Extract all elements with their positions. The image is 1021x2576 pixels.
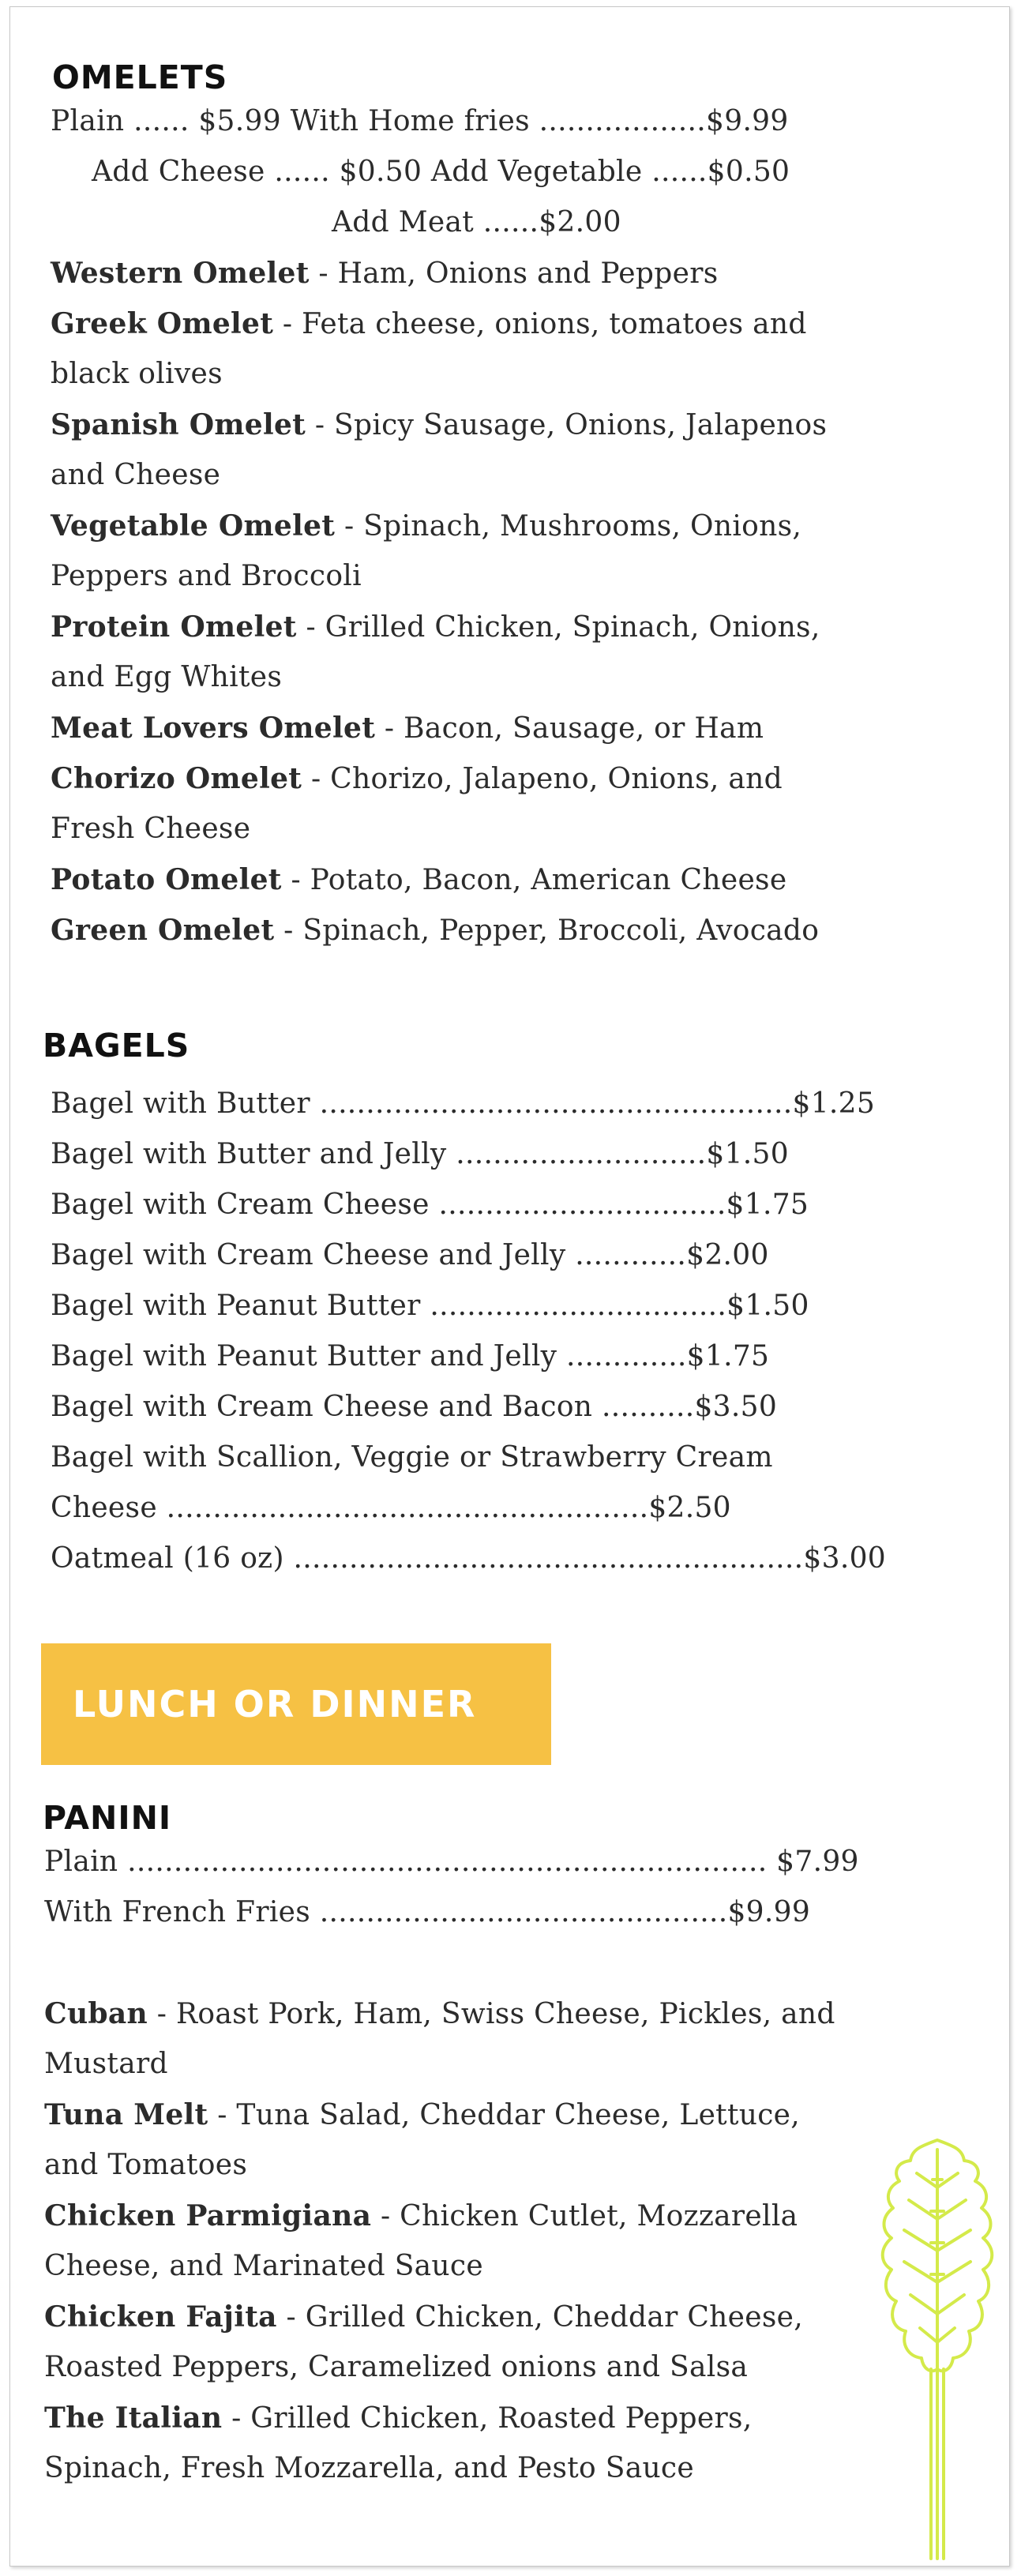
omelet-item-name: Chorizo Omelet bbox=[51, 762, 302, 795]
omelet-item-desc: - Spinach, Pepper, Broccoli, Avocado bbox=[274, 914, 820, 947]
panini-item-name: Cuban bbox=[44, 1997, 148, 2030]
omelet-item-name: Spanish Omelet bbox=[51, 408, 306, 441]
omelet-item-name: Green Omelet bbox=[51, 914, 275, 947]
panini-item-desc-cont: Spinach, Fresh Mozzarella, and Pesto Sauce bbox=[44, 2452, 695, 2484]
panini-item-name: Chicken Parmigiana bbox=[44, 2199, 372, 2232]
omelet-item-desc-cont: black olives bbox=[51, 358, 223, 390]
omelet-item bbox=[51, 914, 819, 947]
panini-price-line: Plain ..................................................................... $7.99 bbox=[44, 1846, 859, 1878]
bagel-price-line: Cheese ....................................................$2.50 bbox=[51, 1492, 731, 1524]
bagel-price-line: Oatmeal (16 oz) .......................................................$3.00 bbox=[51, 1542, 886, 1575]
bagel-price-line: Bagel with Cream Cheese and Jelly ............$2.00 bbox=[51, 1239, 769, 1271]
panini-item-desc-cont: Mustard bbox=[44, 2048, 168, 2080]
bagel-price-line: Bagel with Butter and Jelly ...........................$1.50 bbox=[51, 1138, 789, 1170]
omelet-item-desc-cont: Fresh Cheese bbox=[51, 813, 251, 845]
omelet-item bbox=[51, 257, 719, 290]
leaf-icon bbox=[865, 2132, 1011, 2563]
omelet-item bbox=[51, 864, 786, 896]
omelet-addon-meat: Add Meat ......$2.00 bbox=[332, 206, 621, 238]
omelet-addons-cheese-vegetable: Add Cheese ...... $0.50 Add Vegetable ......$0.50 bbox=[92, 156, 790, 188]
omelet-item bbox=[51, 712, 764, 745]
bagel-price-line: Bagel with Cream Cheese and Bacon ..........$3.50 bbox=[51, 1391, 778, 1423]
omelet-item-name: Western Omelet bbox=[51, 257, 310, 290]
omelet-item-name: Potato Omelet bbox=[51, 863, 282, 896]
panini-item bbox=[44, 1998, 835, 2030]
bagel-price-line: Bagel with Peanut Butter ................................$1.50 bbox=[51, 1290, 809, 1322]
omelet-item-name: Meat Lovers Omelet bbox=[51, 712, 376, 745]
panini-item bbox=[44, 2099, 800, 2131]
omelet-item-desc: - Feta cheese, onions, tomatoes and bbox=[273, 308, 807, 340]
panini-item-name: The Italian bbox=[44, 2401, 223, 2435]
panini-item-desc: - Chicken Cutlet, Mozzarella bbox=[371, 2200, 798, 2232]
omelet-item-desc-cont: Peppers and Broccoli bbox=[51, 560, 362, 592]
omelets-heading: OMELETS bbox=[52, 58, 228, 96]
bagels-heading: BAGELS bbox=[43, 1027, 190, 1065]
panini-item-name: Chicken Fajita bbox=[44, 2300, 277, 2334]
bagel-price-line: Bagel with Scallion, Veggie or Strawberry Cream bbox=[51, 1441, 773, 1474]
omelet-item bbox=[51, 611, 820, 644]
panini-item-desc: - Grilled Chicken, Cheddar Cheese, bbox=[276, 2301, 804, 2334]
omelet-item-name: Greek Omelet bbox=[51, 307, 274, 340]
omelet-plain-price: Plain ...... $5.99 With Home fries ..................$9.99 bbox=[51, 105, 789, 137]
panini-item-desc-cont: Cheese, and Marinated Sauce bbox=[44, 2250, 483, 2282]
lunch-dinner-banner bbox=[41, 1643, 551, 1765]
omelet-item-desc: - Spicy Sausage, Onions, Jalapenos bbox=[306, 409, 828, 441]
omelet-item-desc: - Bacon, Sausage, or Ham bbox=[375, 712, 764, 745]
bagel-price-line: Bagel with Cream Cheese ...............................$1.75 bbox=[51, 1188, 809, 1221]
panini-item-desc: - Grilled Chicken, Roasted Peppers, bbox=[222, 2402, 753, 2435]
banner-text: LUNCH OR DINNER bbox=[73, 1683, 477, 1725]
omelet-item-name: Protein Omelet bbox=[51, 610, 297, 644]
omelet-item bbox=[51, 510, 801, 543]
omelet-item-desc: - Potato, Bacon, American Cheese bbox=[281, 864, 787, 896]
panini-item-desc: - Tuna Salad, Cheddar Cheese, Lettuce, bbox=[208, 2099, 801, 2131]
panini-heading: PANINI bbox=[43, 1799, 172, 1837]
panini-item bbox=[44, 2301, 803, 2334]
panini-item-desc-cont: and Tomatoes bbox=[44, 2149, 248, 2181]
omelet-item bbox=[51, 409, 827, 441]
panini-item-desc: - Roast Pork, Ham, Swiss Cheese, Pickles, and bbox=[148, 1998, 835, 2030]
omelet-item bbox=[51, 308, 807, 340]
omelet-item-name: Vegetable Omelet bbox=[51, 509, 336, 543]
omelet-item-desc-cont: and Cheese bbox=[51, 459, 221, 491]
panini-price-line: With French Fries ............................................$9.99 bbox=[44, 1896, 811, 1928]
omelet-item-desc: - Grilled Chicken, Spinach, Onions, bbox=[296, 611, 820, 644]
omelet-item bbox=[51, 763, 783, 795]
omelet-item-desc-cont: and Egg Whites bbox=[51, 661, 283, 693]
bagel-price-line: Bagel with Peanut Butter and Jelly .............$1.75 bbox=[51, 1340, 770, 1372]
panini-item bbox=[44, 2200, 798, 2232]
menu-frame bbox=[9, 6, 1010, 2567]
omelet-item-desc: - Chorizo, Jalapeno, Onions, and bbox=[302, 763, 783, 795]
panini-item-name: Tuna Melt bbox=[44, 2098, 208, 2131]
panini-item-desc-cont: Roasted Peppers, Caramelized onions and Salsa bbox=[44, 2351, 749, 2383]
omelet-item-desc: - Spinach, Mushrooms, Onions, bbox=[335, 510, 802, 543]
bagel-price-line: Bagel with Butter ...................................................$1.25 bbox=[51, 1087, 876, 1120]
panini-item bbox=[44, 2402, 753, 2435]
omelet-item-desc: - Ham, Onions and Peppers bbox=[309, 257, 719, 290]
